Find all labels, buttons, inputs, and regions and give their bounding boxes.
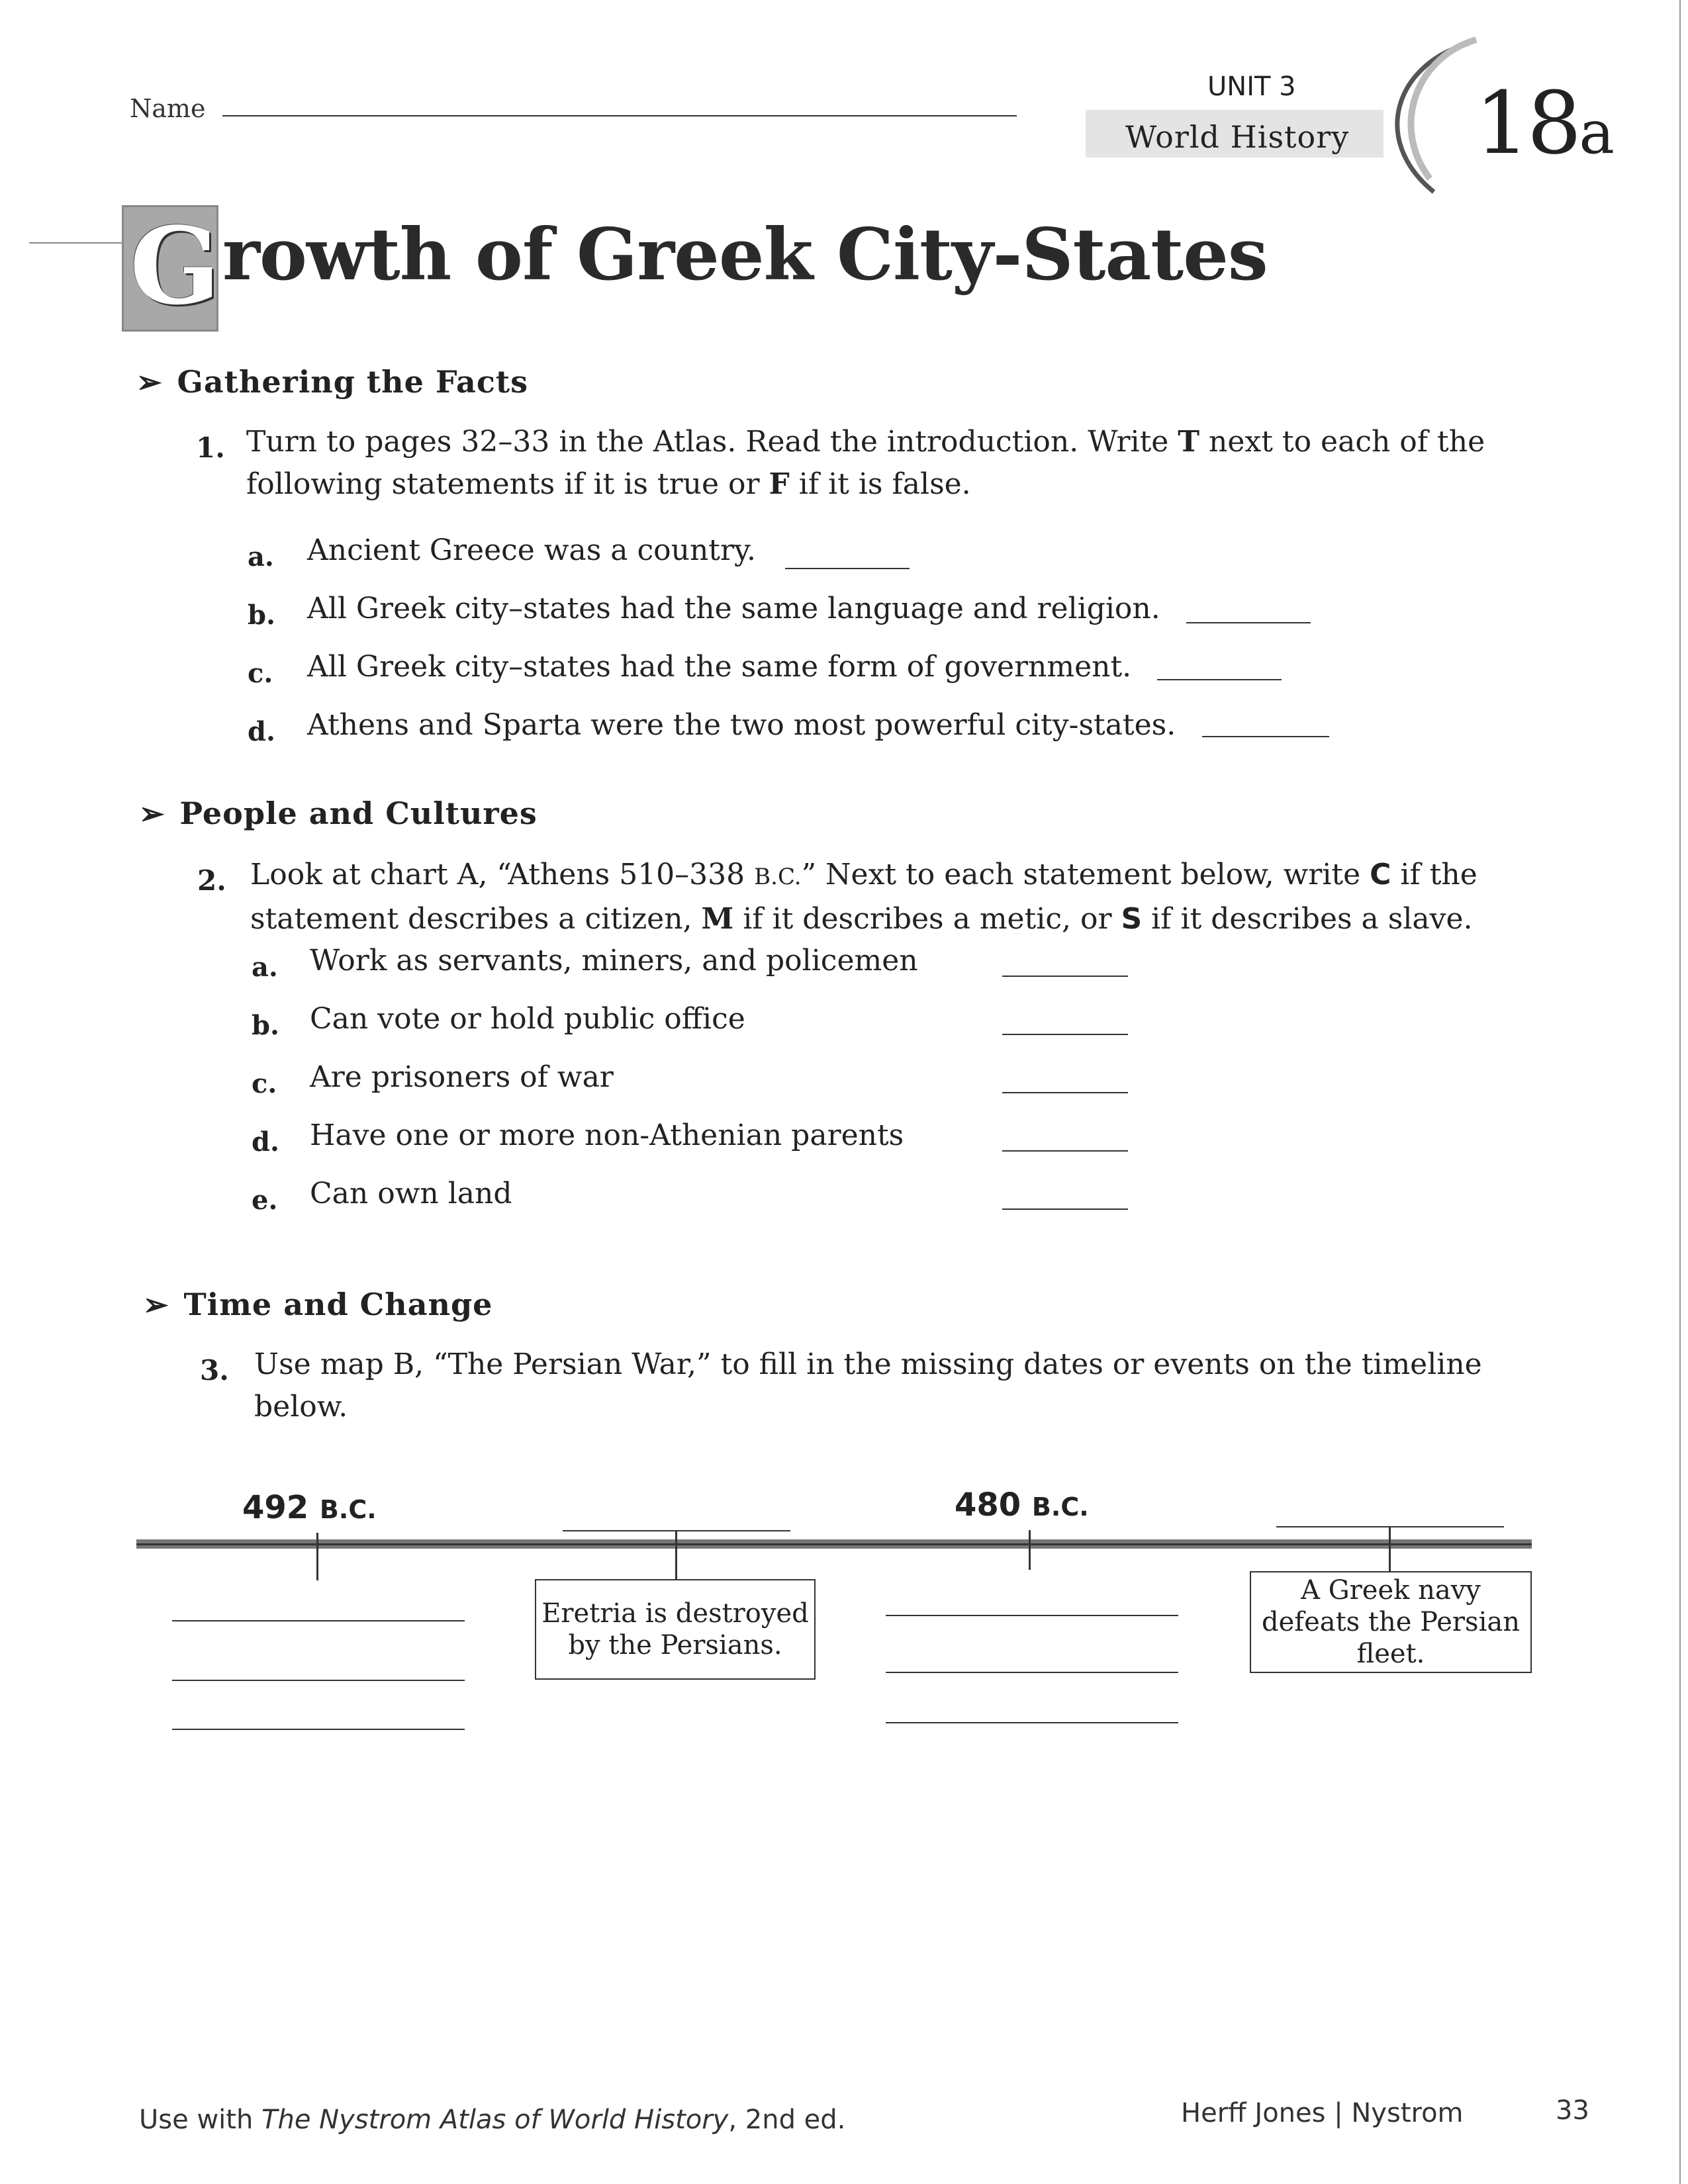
- event-blank[interactable]: [172, 1729, 465, 1730]
- event-text: by the Persians.: [568, 1630, 782, 1661]
- item-letter: d.: [248, 716, 275, 747]
- timeline-tick: [316, 1533, 318, 1580]
- item-text: Can vote or hold public office: [310, 1002, 745, 1036]
- event-blank[interactable]: [886, 1722, 1178, 1723]
- answer-blank[interactable]: [1186, 622, 1311, 623]
- question-number: 1.: [196, 432, 225, 464]
- item-letter: e.: [252, 1185, 278, 1216]
- section-heading-text: Time and Change: [183, 1287, 493, 1322]
- answer-blank[interactable]: [1157, 679, 1282, 680]
- answer-blank[interactable]: [1002, 1034, 1128, 1035]
- section-heading-gathering: [136, 364, 528, 400]
- page-title: rowth of Greek City-States: [222, 213, 1268, 296]
- item-text: All Greek city–states had the same language and religion.: [307, 592, 1160, 625]
- lesson-number-suffix: a: [1579, 98, 1613, 167]
- item-letter: b.: [252, 1010, 279, 1041]
- question-number: 2.: [197, 864, 226, 897]
- item-letter: a.: [248, 541, 274, 572]
- question-1-text: Turn to pages 32–33 in the Atlas. Read the introduction. Write T next to each of the following statements if it is true or F if it is false.: [246, 425, 1485, 501]
- item-text: Have one or more non-Athenian parents: [310, 1118, 904, 1152]
- page-number: 33: [1556, 2095, 1589, 2126]
- event-text: A Greek navy: [1301, 1575, 1481, 1606]
- unit-label: UNIT 3: [1207, 71, 1296, 102]
- arrow-icon: ➢: [143, 1287, 169, 1322]
- timeline-bar-line: [136, 1543, 1532, 1545]
- subject-label: World History: [1125, 119, 1350, 155]
- event-blank[interactable]: [886, 1672, 1178, 1673]
- question-2-text: Look at chart A, “Athens 510–338 B.C.” Next to each statement below, write C if the statement describes a citizen, M if it describes a metic, or S if it describes a slave.: [250, 858, 1477, 936]
- item-letter: c.: [252, 1068, 277, 1099]
- item-letter: a.: [252, 952, 278, 983]
- arrow-icon: ➢: [139, 796, 165, 831]
- item-letter: b.: [248, 600, 275, 631]
- footer-source: Use with The Nystrom Atlas of World History, 2nd ed.: [139, 2105, 846, 2135]
- item-text: Are prisoners of war: [310, 1060, 614, 1094]
- event-box-greek-navy: [1250, 1571, 1532, 1673]
- title-rule: [29, 242, 122, 244]
- timeline-tick: [1029, 1530, 1031, 1570]
- item-text: Work as servants, miners, and policemen: [310, 944, 918, 978]
- answer-blank[interactable]: [1002, 1150, 1128, 1152]
- answer-blank[interactable]: [1002, 1208, 1128, 1210]
- name-field[interactable]: [222, 115, 1017, 116]
- question-number: 3.: [200, 1354, 229, 1387]
- lesson-number: [1475, 73, 1612, 173]
- event-text: fleet.: [1356, 1639, 1425, 1669]
- lesson-number-digits: 18: [1475, 73, 1579, 173]
- item-text: All Greek city–states had the same form of government.: [307, 650, 1132, 684]
- item-letter: c.: [248, 658, 273, 689]
- item-text: Athens and Sparta were the two most powerful city-states.: [307, 708, 1176, 742]
- timeline-date-2: 480 B.C.: [955, 1486, 1089, 1524]
- answer-blank[interactable]: [1002, 976, 1128, 977]
- event-blank[interactable]: [172, 1680, 465, 1681]
- section-heading-text: People and Cultures: [179, 796, 538, 831]
- question-3-text: Use map B, “The Persian War,” to fill in the missing dates or events on the timeline below.: [254, 1347, 1482, 1424]
- event-blank[interactable]: [886, 1615, 1178, 1616]
- timeline-date-1: 492 B.C.: [242, 1489, 377, 1526]
- name-label: Name: [130, 94, 206, 123]
- timeline-tick: [1389, 1526, 1391, 1575]
- event-text: defeats the Persian: [1262, 1607, 1520, 1637]
- item-text: Ancient Greece was a country.: [307, 533, 757, 567]
- arrow-icon: ➢: [136, 364, 163, 400]
- timeline-tick: [675, 1530, 677, 1579]
- answer-blank[interactable]: [1202, 736, 1329, 737]
- answer-blank[interactable]: [785, 568, 910, 569]
- item-letter: d.: [252, 1126, 279, 1158]
- title-dropcap: G: [130, 204, 220, 328]
- section-heading-text: Gathering the Facts: [177, 364, 529, 400]
- footer-publisher: Herff Jones | Nystrom: [1181, 2098, 1464, 2128]
- event-box-eretria: [535, 1579, 816, 1680]
- section-heading-people: [139, 796, 538, 831]
- item-text: Can own land: [310, 1177, 512, 1210]
- section-heading-time: [143, 1287, 492, 1322]
- answer-blank[interactable]: [1002, 1092, 1128, 1093]
- event-text: Eretria is destroyed: [541, 1598, 809, 1629]
- event-blank[interactable]: [172, 1620, 465, 1621]
